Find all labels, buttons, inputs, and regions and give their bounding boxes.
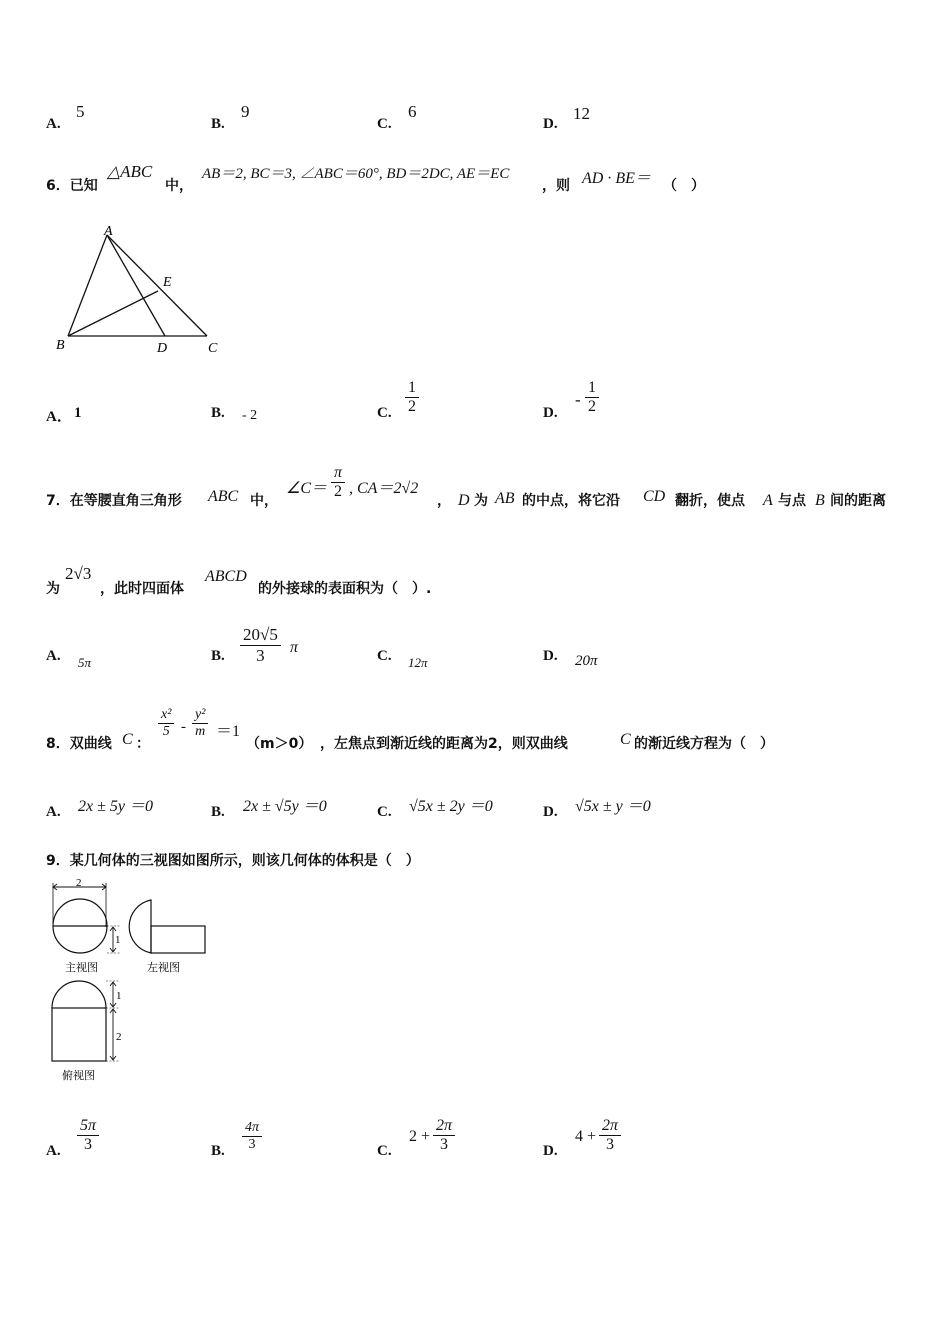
q7-d: D [458, 492, 470, 509]
q7-b: B [815, 492, 825, 509]
q8-text: ，左焦点到渐近线的距离为2，则双曲线 [320, 736, 568, 752]
q7-ab: AB [495, 490, 515, 507]
q6-c-num: 1 [405, 379, 419, 398]
q6-triangle-figure [50, 222, 230, 357]
q6-option-d-fraction [585, 379, 599, 417]
q5-option-c-label: C. [377, 116, 392, 132]
q7-option-a-label: A. [46, 648, 61, 664]
q8-option-b-value: 2x ± √5y ＝0 [243, 798, 327, 815]
q9-d-den: 3 [606, 1136, 614, 1154]
q8-condition: （m＞0） [246, 736, 313, 752]
q9-a-den: 3 [84, 1136, 92, 1154]
q8-y2: y² [192, 707, 208, 724]
q8-option-d-label: D. [543, 804, 558, 820]
q7-mid: 的中点，将它沿 [522, 493, 620, 509]
q9-c-num: 2π [433, 1117, 455, 1136]
dim-2-side: 2 [116, 1031, 122, 1043]
q8-c: C [122, 731, 133, 748]
dim-1-front: 1 [115, 934, 121, 946]
side-view-caption: 左视图 [147, 961, 180, 974]
q8-option-c-label: C. [377, 804, 392, 820]
q7-option-a-value: 5π [78, 655, 92, 670]
q6-paren: （ ） [663, 178, 705, 194]
q6-ze: ，则 [542, 178, 570, 194]
q5-option-a-value: 5 [76, 102, 85, 121]
q6-expression: AD · BE＝ [582, 170, 651, 187]
q9-stem: 9．某几何体的三视图如图所示，则该几何体的体积是（ ） [46, 853, 420, 869]
q8-frac-y [192, 707, 208, 740]
q7-number: 7．在等腰直角三角形 [46, 493, 182, 509]
q6-d-num: 1 [585, 379, 599, 398]
q8-colon: ： [136, 736, 150, 752]
front-view-caption: 主视图 [65, 961, 98, 974]
q6-condition: AB＝2, BC＝3, ∠ABC＝60°, BD＝2DC, AE＝EC [202, 166, 510, 182]
q6-option-d-sign: - [575, 390, 581, 409]
fig-label-a: A [104, 224, 113, 239]
dim-2-top: 2 [76, 877, 82, 889]
q6-option-a-value: 1 [74, 405, 82, 421]
q7-option-b-label: B. [211, 648, 225, 664]
q7-option-c-value: 12π [408, 655, 428, 670]
q9-d-num: 2π [599, 1117, 621, 1136]
q7-line2-end: 的外接球的表面积为（ ）. [258, 581, 432, 597]
q6-triangle: △ABC [107, 162, 153, 181]
q6-option-a-label: A． [46, 409, 72, 425]
q8-option-a-value: 2x ± 5y ＝0 [78, 798, 153, 815]
top-view-caption: 俯视图 [62, 1069, 95, 1082]
q7-abc: ABC [208, 488, 239, 505]
q5-option-b-number: 9 [241, 102, 250, 121]
q5-option-b-label: B. [211, 116, 225, 132]
q8-frac-x [158, 707, 174, 740]
fig-label-d: D [157, 341, 168, 356]
q7-b-num: 20√5 [240, 625, 281, 646]
q9-a-num: 5π [77, 1117, 99, 1136]
q6-c-den: 2 [408, 398, 416, 416]
q8-m: m [195, 724, 206, 740]
q6-d-den: 2 [588, 398, 596, 416]
q9-option-b-label: B. [211, 1143, 225, 1159]
q7-fold: 翻折，使点 [675, 493, 745, 509]
q7-two: 2 [334, 483, 342, 501]
q7-a: A [763, 492, 773, 509]
q8-eq1: ＝1 [216, 723, 241, 740]
q6-option-c-fraction [405, 379, 419, 417]
q9-option-b-fraction [242, 1120, 262, 1153]
q7-line2-wei: 为 [46, 581, 60, 597]
q6-option-d-label: D. [543, 405, 558, 421]
q8-c2: C [620, 731, 631, 748]
q8-minus: - [181, 719, 186, 735]
q5-option-c-value: 6 [408, 102, 417, 121]
q8-option-d-value: √5x ± y ＝0 [575, 798, 651, 815]
q5-option-d-value: 12 [573, 104, 590, 123]
fig-label-e: E [163, 275, 172, 290]
q8-x2: x² [158, 707, 174, 724]
q7-line2-value: 2√3 [65, 564, 92, 583]
q5-option-d-label: D. [543, 116, 558, 132]
q6-zhong: 中， [165, 178, 193, 194]
q7-angle-fraction [331, 464, 345, 502]
q9-option-c-prefix: 2 + [409, 1128, 431, 1145]
q8-end: 的渐近线方程为（ ） [634, 736, 774, 752]
q7-pi: π [331, 464, 345, 483]
q6-option-b-label: B. [211, 405, 225, 421]
fig-label-c: C [208, 341, 218, 356]
q8-option-c-value: √5x ± 2y ＝0 [409, 798, 493, 815]
q9-option-d-label: D. [543, 1143, 558, 1159]
q7-option-d-label: D. [543, 648, 558, 664]
q9-option-a-label: A. [46, 1143, 61, 1159]
q7-ca: , CA＝2√2 [349, 480, 419, 497]
q8-five: 5 [162, 724, 170, 740]
q7-dist: 间的距离 [830, 493, 886, 509]
q9-option-d-prefix: 4 + [575, 1128, 597, 1145]
q7-comma: ， [437, 493, 451, 509]
q9-option-c-label: C. [377, 1143, 392, 1159]
q7-option-b-pi: π [290, 639, 299, 656]
q7-option-c-label: C. [377, 648, 392, 664]
q9-c-den: 3 [440, 1136, 448, 1154]
q7-b-den: 3 [256, 645, 265, 665]
q6-option-b-value: - 2 [242, 408, 258, 423]
q7-zhong: 中， [250, 493, 278, 509]
q7-cd: CD [643, 488, 666, 505]
q9-option-c-fraction [433, 1117, 455, 1155]
q9-option-a-fraction [77, 1117, 99, 1155]
q8-number: 8．双曲线 [46, 736, 112, 752]
dim-1-top: 1 [116, 990, 122, 1002]
q8-option-a-label: A. [46, 804, 61, 820]
q7-wei: 为 [474, 493, 488, 509]
q7-yu: 与点 [778, 493, 806, 509]
q7-option-b-fraction [240, 625, 281, 665]
q8-option-b-label: B. [211, 804, 225, 820]
q9-option-d-fraction [599, 1117, 621, 1155]
q9-three-views-figure [40, 875, 220, 1085]
q6-option-c-label: C. [377, 405, 392, 421]
q7-abcd: ABCD [205, 568, 247, 585]
q7-angle-pre: ∠C＝ [286, 480, 328, 497]
q9-b-den: 3 [248, 1137, 256, 1153]
q9-b-num: 4π [242, 1120, 262, 1137]
q7-option-d-value: 20π [575, 653, 598, 669]
fig-label-b: B [56, 338, 65, 353]
q7-line2-mid: ，此时四面体 [100, 581, 184, 597]
q6-number: 6．已知 [46, 178, 98, 194]
q5-option-a-label: A. [46, 116, 61, 132]
